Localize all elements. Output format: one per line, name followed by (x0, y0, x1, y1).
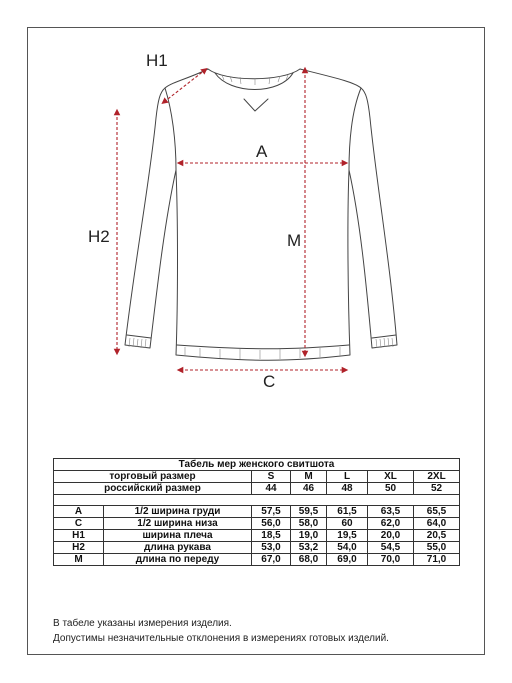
neckband-outer (208, 69, 300, 79)
table-row (54, 518, 460, 530)
table-spacer-row (54, 495, 460, 506)
label-m: M (287, 231, 302, 250)
size-chart-table (53, 458, 460, 566)
value-cell: 69,0 (327, 554, 368, 566)
measure-code: C (54, 518, 104, 530)
ru-size-cell: 52 (414, 483, 460, 495)
measure-code: H1 (54, 530, 104, 542)
neckband-inner (215, 73, 293, 90)
table-row (54, 506, 460, 518)
table-title-row (54, 459, 460, 471)
value-cell: 60 (327, 518, 368, 530)
size-cell: M (291, 471, 327, 483)
value-cell: 19,5 (327, 530, 368, 542)
measure-name: длина по переду (104, 554, 252, 566)
left-armhole-seam (165, 88, 176, 170)
measure-name: 1/2 ширина низа (104, 518, 252, 530)
table-row (54, 542, 460, 554)
measure-name: ширина плеча (104, 530, 252, 542)
value-cell: 71,0 (414, 554, 460, 566)
value-cell: 20,0 (368, 530, 414, 542)
value-cell: 55,0 (414, 542, 460, 554)
notes (53, 616, 389, 646)
right-cuff-line (372, 335, 396, 338)
value-cell: 70,0 (368, 554, 414, 566)
value-cell: 57,5 (252, 506, 291, 518)
measure-code: A (54, 506, 104, 518)
value-cell: 56,0 (252, 518, 291, 530)
ru-size-cell: 48 (327, 483, 368, 495)
label-h1: H1 (146, 51, 168, 70)
note-line-2: Допустимы незначительные отклонения в измерениях готовых изделий. (53, 633, 389, 644)
measure-name: длина рукава (104, 542, 252, 554)
hem-band-line (177, 345, 349, 349)
value-cell: 19,0 (291, 530, 327, 542)
neck-v-detail (244, 99, 268, 111)
value-cell: 61,5 (327, 506, 368, 518)
table-row (54, 530, 460, 542)
value-cell: 65,5 (414, 506, 460, 518)
value-cell: 68,0 (291, 554, 327, 566)
ru-size-label: российский размер (54, 483, 252, 495)
value-cell: 54,5 (368, 542, 414, 554)
label-a: A (256, 142, 268, 161)
measure-code: H2 (54, 542, 104, 554)
note-line-1: В табеле указаны измерения изделия. (53, 618, 232, 629)
value-cell: 53,0 (252, 542, 291, 554)
measure-code: M (54, 554, 104, 566)
trade-size-label: торговый размер (54, 471, 252, 483)
label-h2: H2 (88, 227, 110, 246)
size-cell: L (327, 471, 368, 483)
left-cuff-line (127, 335, 151, 338)
table-title: Табель мер женского свитшота (54, 459, 460, 471)
value-cell: 62,0 (368, 518, 414, 530)
value-cell: 59,5 (291, 506, 327, 518)
value-cell: 58,0 (291, 518, 327, 530)
size-cell: XL (368, 471, 414, 483)
ru-size-cell: 44 (252, 483, 291, 495)
value-cell: 67,0 (252, 554, 291, 566)
right-armhole-seam (349, 88, 361, 170)
label-c: C (263, 372, 276, 391)
table-row-ru-size (54, 483, 460, 495)
value-cell: 54,0 (327, 542, 368, 554)
garment-body-outline (125, 69, 397, 360)
value-cell: 53,2 (291, 542, 327, 554)
value-cell: 20,5 (414, 530, 460, 542)
table-row-trade-size (54, 471, 460, 483)
ru-size-cell: 50 (368, 483, 414, 495)
value-cell: 64,0 (414, 518, 460, 530)
ru-size-cell: 46 (291, 483, 327, 495)
h1-dimension-line (164, 70, 205, 102)
size-cell: S (252, 471, 291, 483)
value-cell: 18,5 (252, 530, 291, 542)
value-cell: 63,5 (368, 506, 414, 518)
measure-name: 1/2 ширина груди (104, 506, 252, 518)
size-cell: 2XL (414, 471, 460, 483)
table-row (54, 554, 460, 566)
